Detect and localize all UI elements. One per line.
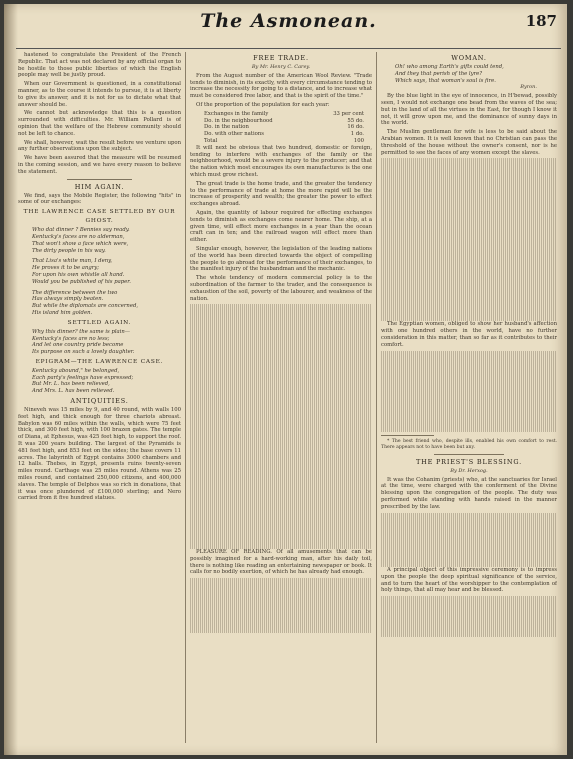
table-cell-value: 33 per cent [333,110,364,117]
poem-line: Kentucky's faces are no less; [32,335,110,342]
article-paragraph: When our Government is questioned, in a constitutional manner, as to the course it intends to pursue, it is at liberty to give its answer, and it is not for us to dictate what that answer should be. [18,81,181,108]
article-paragraph: We cannot but acknowledge that this is a question surrounded with difficulties. Mr. William Pollard is of opinion that the welfare of the Hebrew community should not be left to chance. [18,110,181,137]
poem-line: Would you be published of his paper. [32,278,131,285]
table-cell-value: 1 do. [350,131,364,138]
table-cell-value: 55 do. [347,117,364,124]
table-row [190,118,372,125]
poem-line: Kentucky's faces are no alderman, [32,233,125,240]
article-byline: By Dr. Herxog. [450,467,488,474]
inline-heading: PLEASURE OF READING. [196,548,272,555]
article-paragraph: The Egyptian women, obliged to show her husband's affection with one hundred others in the world, have no further consideration in this matter, than so far as it contributes to their comfort. [381,321,557,348]
table-cell-value: 100 [353,137,364,144]
poem-line: He proves it to be angry; [32,265,100,272]
article-paragraph: The great trade is the home trade, and the greater the tendency to the performance of trade at home the more rapid will be the increase of prosperity and wealth; the greater the power to effect exchanges abroad. [190,180,372,208]
poem-line: Who dat dinner ? Bennies say ready. [32,227,130,234]
article-paragraph: hastened to congratulate the President of the French Republic. That act was not declared by any official organ to be hostile to those public liberties of which the English people may well be justly proud. [18,52,181,79]
poem-stanza [18,258,181,285]
table-cell-label: Do. with other nations [204,131,264,138]
column-left [18,52,181,743]
poem-line: The difference between the two [32,289,118,296]
column-divider [376,52,377,743]
poem-line: That Lisa's white man, I deny, [32,258,113,265]
poem-stanza [18,368,181,395]
article-paragraph: We have been assured that the measure will be resumed in the coming session, and we have every reason to believe the statement. [18,155,181,175]
poem-line: And they that perish of the lyre? [395,70,483,77]
section-title: SETTLED AGAIN. [67,319,132,326]
poem-stanza [18,329,181,356]
article-paragraph: The whole tendency of modern commercial policy is to the subordination of the farmer to the trader, and the consequence is exhaustion of the soil, poverty of the labourer, and weakness of the nation. [190,275,372,302]
table-row [190,124,372,131]
table-row [190,138,372,145]
column-middle [190,52,372,743]
table-row [190,131,372,138]
poem-line: That won't show a face which were, [32,240,129,247]
footnote-rule [381,435,434,436]
article-paragraph: By the blue light in the eye of innocence, in H'bewad, possibly seen, I would not exchange one bead from the waves of the sea; but in the land of all the virtues in the East, for though I know it not, it will grow upon me, and the dominance of sunny days in the world. [381,93,557,127]
poem-attribution: Byron. [520,84,537,91]
poem-line: For upon his own whistle all hand. [32,271,125,278]
poem-line: His island him golden. [32,309,93,316]
article-paragraph: Singular enough, however, the legislation of the leading nations of the world has been directed towards the object of compelling the people to go abroad for the performance of their exchanges, to the manifest injury of the husbandman and the mechanic. [190,245,372,273]
table-cell-label: Do. in the neighbourhood [204,117,273,124]
article-paragraph: We shall, however, wait the result before we venture upon any further observations upon the subject. [18,139,181,153]
section-rule [434,454,504,455]
section-title: ANTIQUITIES. [70,397,129,406]
section-title: HIM AGAIN. [74,182,125,191]
poem-line: Kentucky abound," he belonged, [32,367,120,374]
column-divider [185,52,186,743]
column-right [381,52,557,743]
inline-text: Of all amusements that can be possibly imagined for a hard-working man, after his daily toil, there is nothing like reading an entertaining newspaper or book. It calls for no bodily exertion, of which he has already had enough. [190,548,372,576]
poem-stanza [18,227,181,254]
poem-line: And Mrs. L. has been relieved. [32,388,115,395]
article-paragraph: It was the Cohanim (priests) who, at the sanctuaries for Israel at the time, were charged with the conferment of the Divine blessing upon the congregation of the people. The duty was performed while standing with hands raised in the manner prescribed by the law. [381,476,557,510]
article-byline: By Mr. Henry C. Carey. [251,64,311,70]
poem-line: Oh! who among Earth's gifts could tend, [395,64,504,70]
article-paragraph: The Muslim gentleman for wife is less to be said about the Arabian women. It is well known that no Christian can pass the threshold of the house without the owner's consent, nor is he permitted to see the faces of any women except the slaves. [381,129,557,156]
table-cell-label: Exchanges in the family [204,110,269,117]
table-cell-label: Do. in the nation [204,124,249,131]
poem-line: Which says, that woman's soul is fire. [395,77,496,84]
section-rule [67,179,132,180]
masthead: The Asmonean. [200,10,377,32]
section-title: EPIGRAM—THE LAWRENCE CASE. [35,358,164,365]
article-title: FREE TRADE. [253,54,309,62]
article-paragraph: It will next be obvious that two hundred, domestic or foreign, tending to interfere with exchanges of the family or the neighbourhood, would be a severe injury to the producer; and that the nation which most encourages its own manufactures is the one which must grow richest. [190,144,372,178]
poem-line: Has always simply beaten. [32,296,104,303]
article-paragraph: Nineveh was 15 miles by 9, and 40 round, with walls 100 feet high, and thick enough for three chariots abreast. Babylon was 60 miles within the walls, which were 75 feet thick, and 300 feet high, with 100 brazen gates. The temple of Diana, at Ephesus, was 425 feet high, to support the roof. It was 200 years building. The largest of the Pyramids is 481 feet high, and 853 feet on the sides; the base covers 11 acres. The labyrinth of Egypt contains 3000 chambers and 12 halls. Thebes, in Egypt, presents ruins twenty-seven miles round. Carthage was 25 miles round. Athens was 25 miles round, and contained 250,000 citizens, and 400,000 slaves. The temple of Delphos was so rich in donations, that it was once plundered of £100,000 sterling; and Nero carried from it five hundred statues. [18,407,181,502]
article-paragraph: From the August number of the American Wool Review. "Trade tends to diminish, in its exactly, with every circumstance tending to increase the necessity for going to a distance, and to increase what must be considered free labor, and that is the spirit of the time." [190,72,372,100]
poem-line: The dirty people in his way. [32,247,106,254]
table-row [190,111,372,118]
table-cell-value: 16 do. [347,124,364,131]
section-title: THE LAWRENCE CASE SETTLED BY OUR GHOST. [23,209,176,225]
poem-stanza [18,290,181,317]
table-cell-label: Total [204,137,218,144]
article-paragraph [190,549,372,576]
page-number: 187 [525,12,557,30]
poem-stanza [381,64,557,84]
newspaper-page [4,4,567,755]
article-paragraph: Again, the quantity of labour required for effecting exchanges tends to diminish as exchanges come nearer home. The ship, at a given time, will effect more exchanges in a year than the ocean craft can in ten; and the railroad wagon will effect more than either. [190,209,372,244]
poem-line: Each party's feelings have expressed; [32,374,134,381]
article-title: WOMAN. [451,54,487,62]
poem-line: But Mr. L. has been relieved, [32,381,110,388]
poem-line: And let one country pride become [32,342,124,349]
poem-line: Why this dinner? the same is plain— [32,328,131,335]
poem-line: But while the diplomats are concerned, [32,303,139,310]
article-title: THE PRIEST'S BLESSING. [415,457,522,466]
footnote: * The best friend who, despite ills, enabled his own comfort to rest. There appears not to have been but any. [381,439,557,451]
table-caption: Of the proportion of the population for each year: [196,101,330,108]
statistics-table [190,111,372,145]
article-paragraph: We find, says the Mobile Register, the following "hits" in some of our exchanges: [18,192,181,206]
poem-line: Its purpose on such a lovely daughter. [32,349,135,356]
article-paragraph: A principal object of this impressive ceremony is to impress upon the people the deep spiritual significance of the service, and to turn the heart of the worshipper to the contemplation of holy things, that all may hear and be blessed. [381,566,557,594]
page-header [16,8,561,49]
